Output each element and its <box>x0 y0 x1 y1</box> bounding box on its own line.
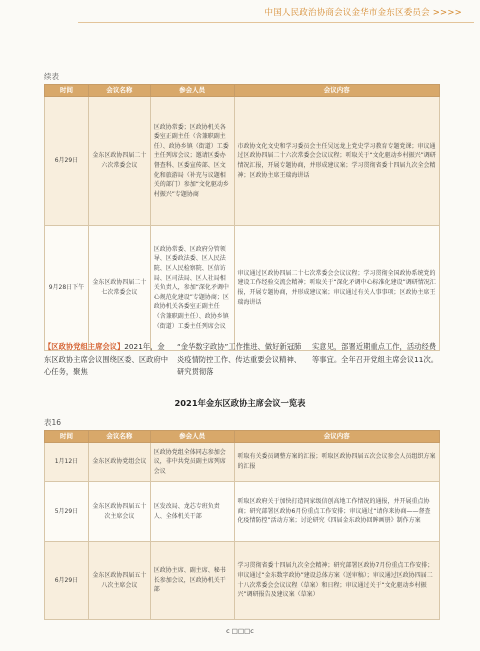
col-attendees: 参会人员 <box>150 85 234 97</box>
cell-attendees: 区政协党组全体同志参加会议，非中共党员副主席列席会议 <box>150 443 234 482</box>
section-tag: 【区政协党组主席会议】 <box>44 342 125 351</box>
col-meeting-name: 会议名称 <box>88 431 150 443</box>
col-attendees: 参会人员 <box>150 431 234 443</box>
col-content: 会议内容 <box>234 431 439 443</box>
col-content: 会议内容 <box>234 85 439 97</box>
paragraph-col3: 实意见，部署近期重点工作，活动经费等事宜。全年召开党组主席会议11次。 <box>312 342 439 364</box>
col-meeting-name: 会议名称 <box>88 85 150 97</box>
header-title: 中国人民政治协商会议金华市金东区委员会 >>>> <box>264 8 462 18</box>
cell-meeting-name: 金东区政协四届五十次主席会议 <box>88 482 150 542</box>
paragraph-col1 <box>44 341 170 379</box>
cell-attendees: 区发改局、龙芯专班负责人、全体机关干部 <box>150 482 234 542</box>
table2-header-row <box>45 431 440 443</box>
table-row <box>45 482 440 542</box>
cell-meeting-name: 金东区政协四届五十八次主席会议 <box>88 542 150 620</box>
table1-header-row <box>45 85 440 97</box>
cell-meeting-name: 金东区政协党组会议 <box>88 443 150 482</box>
cell-meeting-name: 金东区政协四届二十七次常委会议 <box>88 226 150 351</box>
cell-time: 1月12日 <box>45 443 89 482</box>
cell-attendees: 区政协常委、区政府分管领导、区委政法委、区人民法院、区人民检察院、区信访局、区司法局、区人社局相关负责人，参加“深化矛调中心规范化建设”专题协商；区政协机关各委室正副主任（含兼职副主任）、政协乡镇（街道）工委主任列席会议 <box>150 226 234 351</box>
col-time: 时间 <box>45 431 89 443</box>
cell-content: 听取区政府关于加快打造同家级信创高地工作情况的通报，并开展重点协商；研究部署区政协6月份重点工作安排；审议通过“请你来协商——督查化疫情防控”活动方案；讨论研究《四届金东政协回眸画册》制作方案 <box>234 482 439 542</box>
cell-content: 市政协文化文史和学习委员会主任吴远龙上党史学习教育专题党课；审议通过区政协四届二十六次常委会会议议程；听取关于“文化驱动乡村振兴”调研情况汇报，开展专题协商，并形成建议案；学习贯彻省委十四届九次全会精神；区政协主席王瑞海讲话 <box>234 97 439 226</box>
paragraph-col2: “金华数字政协”工作推进、做好新冠肺炎疫情防控工作、传达重要会议精神、研究贯彻落 <box>177 342 302 377</box>
page-footer: c □□□c <box>226 627 254 635</box>
cell-content: 听取有关委员调整方案的汇报；听取区政协四届五次会议参会人员组织方案的汇报 <box>234 443 439 482</box>
col-time: 时间 <box>45 85 89 97</box>
table2-caption: 表16 <box>44 418 62 427</box>
cell-time: 9月28日下午 <box>45 226 89 351</box>
cell-attendees: 区政协主席、副主席、秘书长参加会议，区政协机关干部 <box>150 542 234 620</box>
header-rule <box>78 22 474 23</box>
cell-attendees: 区政协常委；区政协机关各委室正副主任（含兼职副主任）、政协乡镇（街道）工委主任列席会议；邀请区委办督查科、区委宣传部、区文化和旅游局（补充与议题相关的部门）参加“文化驱动乡村振兴”专题协商 <box>150 97 234 226</box>
cell-time: 6月29日 <box>45 97 89 226</box>
table1 <box>44 84 440 351</box>
cell-meeting-name: 金东区政协四届二十六次常委会议 <box>88 97 150 226</box>
table2 <box>44 430 440 620</box>
table1-caption: 续表 <box>44 72 59 81</box>
table2-title: 2021年金东区政协主席会议一览表 <box>174 398 306 408</box>
cell-time: 5月29日 <box>45 482 89 542</box>
table-row <box>45 97 440 226</box>
cell-time: 6月29日 <box>45 542 89 620</box>
cell-content: 审议通过区政协四届二十七次常委会会议议程；学习贯彻全国政协系统党的建设工作经验交流会精神；听取关于“深化矛调中心标准化建设”调研情况汇报，开展专题协商，并形成建议案；审议通过有关人事事项；区政协主席王瑞海讲话 <box>234 226 439 351</box>
table-row <box>45 542 440 620</box>
cell-content: 学习贯彻省委十四届九次全会精神；研究部署区政协7月份重点工作安排；审议通过“金东数字政协”建设总体方案（送审稿）；审议通过区政协四届二十八次常委会会议议程（草案）和日程；审议通过关于“文化驱动乡村振兴”调研报告及建议案（草案） <box>234 542 439 620</box>
paragraph-text-1: 2021年，金东区政协主席会议围绕区委、区政府中心任务，聚焦 <box>44 342 169 377</box>
table-row <box>45 226 440 351</box>
table-row <box>45 443 440 482</box>
